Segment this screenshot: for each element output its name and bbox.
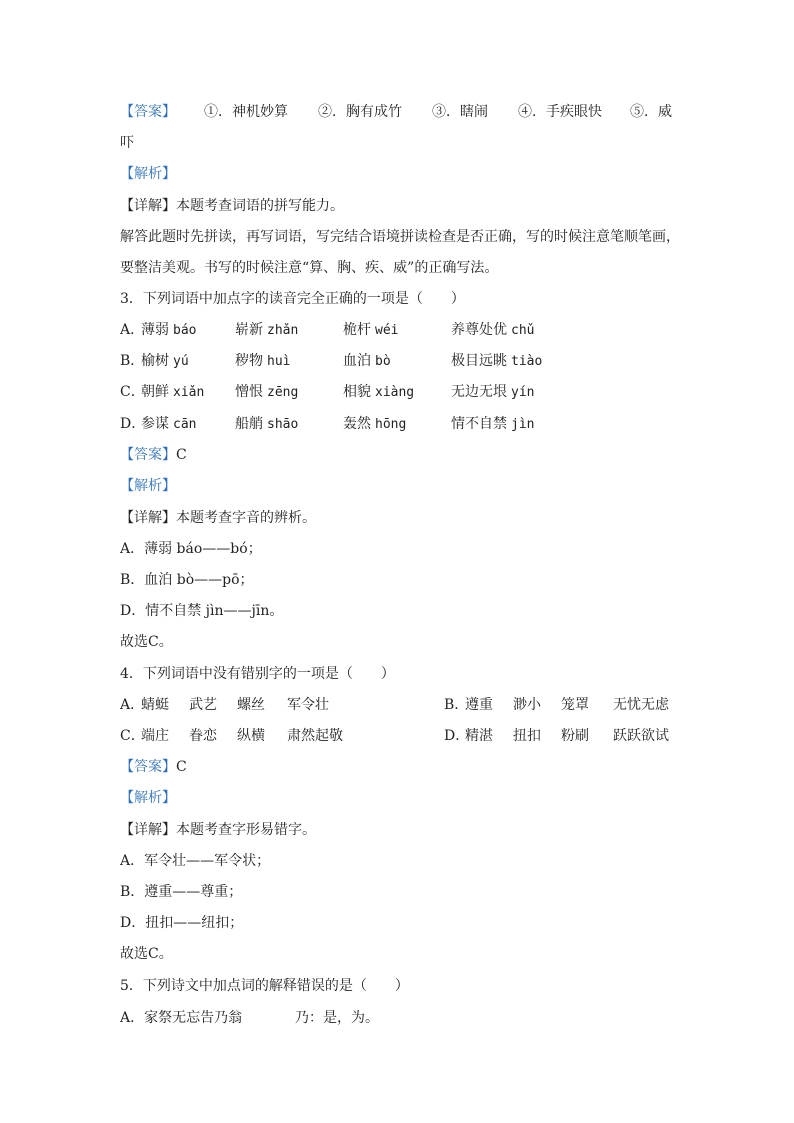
- q3-option-item: [235, 320, 298, 341]
- q4-option-item: 精湛: [465, 728, 493, 744]
- q4-option-item: 武艺: [189, 697, 217, 713]
- answer-value: C: [176, 759, 187, 775]
- q3-question: 3．下列词语中加点字的读音完全正确的一项是（ ）: [120, 291, 465, 307]
- q3-detail: [120, 508, 316, 528]
- q4-option-item: 蜻蜓: [141, 697, 169, 713]
- q3-option-item: [343, 414, 406, 435]
- answer-tag: [120, 445, 187, 465]
- q3-option-label: C．: [120, 384, 145, 400]
- q4-option-item: 跃跃欲试: [613, 728, 669, 744]
- answer-tag-label: 【答案】: [120, 447, 176, 463]
- pinyin: xiàng: [375, 385, 415, 400]
- word: 秽物: [235, 353, 263, 369]
- word: 无边无垠: [451, 384, 507, 400]
- q4-option-item: 无忧无虑: [613, 697, 669, 713]
- pinyin: tiào: [511, 354, 543, 369]
- q4-option-item: 军令壮: [287, 697, 329, 713]
- pinyin: cān: [173, 417, 197, 432]
- q4-option-label: B．: [444, 697, 469, 713]
- q2-answer-3: ③．瞎闹: [432, 104, 488, 120]
- q4-detail: [120, 820, 316, 840]
- q4-option-item: 肃然起敬: [287, 728, 343, 744]
- q4-option-item: 纵横: [237, 728, 265, 744]
- q2-detail: [120, 196, 344, 216]
- q4-option-item: 螺丝: [237, 697, 265, 713]
- answer-tag: 【答案】: [120, 104, 176, 120]
- q3-option-item: [235, 414, 298, 435]
- pinyin: yín: [511, 385, 535, 400]
- word: 极目远眺: [451, 353, 507, 369]
- q3-option-item: [451, 351, 542, 372]
- word: 轰然: [343, 416, 371, 432]
- q3-fix-2: B．血泊 bò——pō；: [120, 572, 254, 588]
- q3-fix-1: A．薄弱 báo——bó；: [120, 541, 262, 557]
- q3-option-item: [141, 414, 196, 435]
- q4-option-label: C．: [120, 728, 145, 744]
- answer-value: C: [176, 447, 187, 463]
- q3-option-item: [141, 382, 204, 403]
- word: 血泊: [343, 353, 371, 369]
- word: 朝鲜: [141, 384, 169, 400]
- word: 桅杆: [343, 322, 371, 338]
- q4-option-item: 遵重: [465, 697, 493, 713]
- detail-tag: 【详解】: [120, 822, 176, 838]
- word: 榆树: [141, 353, 169, 369]
- q4-option-item: 粉刷: [561, 728, 589, 744]
- pinyin: huì: [267, 354, 291, 369]
- q4-question: 4．下列词语中没有错别字的一项是（ ）: [120, 666, 395, 682]
- q4-fix-3: D．扭扣——纽扣；: [120, 915, 244, 931]
- answer-tag-label: 【答案】: [120, 759, 176, 775]
- q4-option-item: 端庄: [141, 728, 169, 744]
- pinyin: bò: [375, 354, 391, 369]
- q3-option-item: [451, 382, 534, 403]
- q2-answer-wrap: 吓: [120, 135, 134, 151]
- q3-option-item: [451, 320, 534, 341]
- q2-answer-1: ①．神机妙算: [204, 104, 288, 120]
- q3-option-item: [343, 351, 391, 372]
- q3-option-item: [141, 351, 189, 372]
- pinyin: báo: [173, 323, 197, 338]
- pinyin: shāo: [267, 417, 299, 432]
- q4-conclusion: 故选C。: [120, 946, 173, 962]
- analysis-tag: 【解析】: [120, 790, 176, 806]
- answer-tag: [120, 757, 187, 777]
- analysis-tag: 【解析】: [120, 478, 176, 494]
- q2-answer-5: ⑤．威: [630, 104, 672, 120]
- pinyin: zēng: [267, 385, 299, 400]
- q2-answer-2: ②．胸有成竹: [318, 104, 402, 120]
- pinyin: yú: [173, 354, 189, 369]
- pinyin: jìn: [511, 417, 535, 432]
- word: 情不自禁: [451, 416, 507, 432]
- q3-option-item: [235, 351, 290, 372]
- q3-option-label: D．: [120, 416, 146, 432]
- q3-option-label: A．: [120, 322, 145, 338]
- q4-option-item: 眷恋: [189, 728, 217, 744]
- pinyin: xiǎn: [173, 385, 205, 400]
- pinyin: zhǎn: [267, 323, 299, 338]
- q3-option-item: [235, 382, 298, 403]
- detail-text: 本题考查字音的辨析。: [176, 510, 316, 526]
- q2-para-1: 解答此题时先拼读，再写词语，写完结合语境拼读检查是否正确，写的时候注意笔顺笔画，: [120, 229, 680, 245]
- q5-option-a: [120, 1008, 242, 1028]
- q3-fix-3: D．情不自禁 jìn——jīn。: [120, 603, 284, 619]
- option-text: 家祭无忘告乃翁: [144, 1010, 243, 1026]
- q4-fix-2: B．遵重——尊重；: [120, 884, 243, 900]
- pinyin: hōng: [375, 417, 407, 432]
- q5-option-a-gloss: 乃：是，为。: [295, 1010, 379, 1026]
- word: 憎恨: [235, 384, 263, 400]
- q2-answer-line: [120, 102, 176, 122]
- detail-text: 本题考查词语的拼写能力。: [176, 198, 344, 214]
- q2-answer-4: ④．手疾眼快: [518, 104, 602, 120]
- q3-option-label: B．: [120, 353, 145, 369]
- q4-option-item: 渺小: [513, 697, 541, 713]
- q4-option-item: 扭扣: [513, 728, 541, 744]
- pinyin: chǔ: [511, 323, 535, 338]
- q3-option-item: [141, 320, 196, 341]
- word: 崭新: [235, 322, 263, 338]
- q4-option-item: 笼罩: [561, 697, 589, 713]
- word: 参谋: [141, 416, 169, 432]
- detail-tag: 【详解】: [120, 198, 176, 214]
- q3-option-item: [343, 382, 414, 403]
- option-label: A．: [120, 1010, 145, 1026]
- q5-question: 5．下列诗文中加点词的解释错误的是（ ）: [120, 978, 409, 994]
- q3-option-item: [451, 414, 534, 435]
- word: 相貌: [343, 384, 371, 400]
- detail-text: 本题考查字形易错字。: [176, 822, 316, 838]
- word: 养尊处优: [451, 322, 507, 338]
- q2-para-2: 要整洁美观。书写的时候注意“算、胸、疾、威”的正确写法。: [120, 260, 499, 276]
- q3-option-item: [343, 320, 398, 341]
- q4-option-label: D．: [444, 728, 470, 744]
- detail-tag: 【详解】: [120, 510, 176, 526]
- word: 船艄: [235, 416, 263, 432]
- q4-fix-1: A．军令壮——军令状；: [120, 853, 271, 869]
- analysis-tag: 【解析】: [120, 166, 176, 182]
- word: 薄弱: [141, 322, 169, 338]
- q4-option-label: A．: [120, 697, 145, 713]
- q3-conclusion: 故选C。: [120, 634, 173, 650]
- pinyin: wéi: [375, 323, 399, 338]
